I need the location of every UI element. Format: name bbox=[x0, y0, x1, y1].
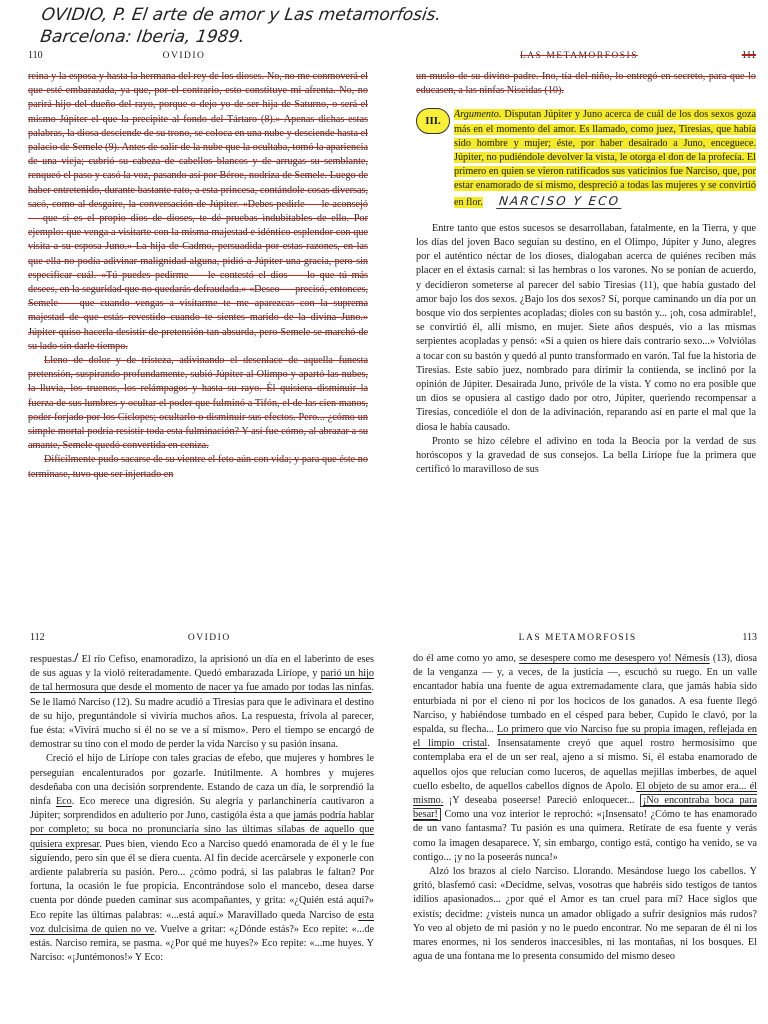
underlined-text: esta voz dulcísima de quien no ve bbox=[30, 909, 374, 935]
paragraph: Alzó los brazos al cielo Narciso. Llorando. Mesándose luego los cabellos. Y gritó, blasfemó casi: «Decidme, selvas, vosotras que habréis sido testigos de tantos idilios apasionados... ¿por qué el Amor es tan cruel para mí? Hace siglos que existís; decidme: ¿visteis nunca un amador obligado a sufrir designios más rudos? Yo veo al objeto de mi pasión y no le puedo encontrar. No me separan de él ni los mares enormes, ni los senderos inaccesibles, ni las montañas, ni los bosques. El agua de una fontana me lo presenta consumido del mismo deseo bbox=[413, 866, 757, 963]
handwritten-annotation: NARCISO Y ECO bbox=[497, 194, 623, 209]
struck-body-text bbox=[28, 70, 368, 482]
argument-label: Argumento. bbox=[454, 109, 502, 121]
text-run: . Pues bien, viendo Eco a Narciso quedó enamorada de él y le fue siguiendo, pero sin que él se diera cuenta. Al fin decide acercársele y exponerle con ardiente palabrería su pasión. Pero... ¿cómo podrá, si las palabras le faltan? Por fortuna, la ocasión le fue propicia. Encontrándose solo el mancebo, desea darse cuenta por dónde pueden caminar sus acompañantes, y grita: «¿Quién está aquí?» Eco repite las últimas palabras: «...está aquí.» Maravillado queda Narciso de bbox=[30, 838, 374, 921]
paragraph bbox=[413, 652, 757, 865]
page-113 bbox=[413, 632, 757, 1024]
page-112 bbox=[30, 632, 374, 1024]
struck-paragraph: un muslo de su divino padre. Ino, tía del niño, lo entregó en secreto, para que lo educasen, a las ninfas Niseidas (10). bbox=[416, 71, 756, 97]
page-number: 112 bbox=[30, 632, 45, 643]
text-run: . Insensatamente creyó que aquel rostro hermosísimo que contemplaba era el de un ser real, ajeno a sí mismo. Sí, él estaba enamorado de aquellos ojos que relucían como luceros, de aquellas mejillas imberbes, de aquel cuello esbelto, de aquellos cabellos dignos de Apolo. bbox=[413, 738, 757, 792]
page-110 bbox=[28, 50, 368, 550]
body-text bbox=[30, 652, 374, 965]
running-header bbox=[28, 50, 368, 64]
paragraph: Pronto se hizo célebre el adivino en toda la Beocia por la verdad de sus horóscopos y la gravedad de sus consejos. La bella Liríope fue la primera que certificó lo maravilloso de sus bbox=[416, 435, 756, 476]
paragraph: Difícilmente pudo sacarse de su vientre el feto aún con vida; y para que éste no terminase, tuvo que ser injertado en bbox=[28, 454, 368, 480]
paragraph: reina y la esposa y hasta la hermana del rey de los dioses. No, no me conmoverá el que esté embarazada, ya que, por el contrario, esto constituye mi afrenta. No, no parirá hijo del dueño del rayo, porque o dejo yo de ser hija de Saturno, o será el mismo Júpiter el que la precipite al fondo del Tártaro (8).» Apenas dichas estas palabras, la diosa desciende de su trono, se coloca en una nube y desciende hasta el palacio de Semele (9). Antes de salir de la nube que la ocultaba, tomó la apariencia de una vieja; cubrió su cabeza de cabellos blancos y de arrugas su semblante, renqueó el paso y casó la voz, pasando así por Béroe, nodriza de Semele. Luego de haber entretenido, durante bastante rato, a esta princesa, contándole cosas diversas, sacó, como al desgaire, la conversación de Júpiter. «Debes pedirle — le aconsejó — que si es el propio dios de dioses, te dé pruebas indubitables de ello. Por ejemplo: que venga a visitarte con la misma majestad e idéntico esplendor con que visita a su esposa Juno.» La hija de Cadmo, persuadida por estas razones, en las que ella no podía adivinar malignidad alguna, pidió a Júpiter una gracia, pero sin especificar cuál. «Tú puedes pedirme — le contestó el dios — lo que tú más desees, en la seguridad que no quedarás defraudada.» «Deseo — precisó, entonces, Semele — que cuando vengas a visitarme te me aparezcas con la suprema majestad de que estás revestido cuando te sientes marido de la divina Juno.» Júpiter quiso hacerla desistir de pretensión tan absurda, pero Semele se marchó de su lado sin darle tiempo. bbox=[28, 71, 368, 352]
page-number: 110 bbox=[28, 50, 43, 61]
running-header bbox=[30, 632, 374, 646]
text-run: El río Cefiso, enamoradizo, la aprisionó un día en el laberinto de eses de sus aguas y la violó reiteradamente. Quedó embarazada Liríope, y bbox=[30, 654, 374, 680]
running-title: LAS METAMORFOSIS bbox=[518, 633, 637, 643]
paragraph bbox=[30, 752, 374, 965]
running-title: LAS METAMORFOSIS bbox=[520, 51, 638, 61]
handwritten-line-1: OVIDIO, P. El arte de amor y Las metamorfosis. bbox=[40, 5, 443, 25]
page-number: 111 bbox=[741, 50, 756, 61]
body-text bbox=[413, 652, 757, 964]
running-header bbox=[413, 632, 757, 646]
handwritten-line-2: Barcelona: Iberia, 1989. bbox=[39, 27, 247, 47]
page-number: 113 bbox=[742, 632, 757, 643]
body-text bbox=[416, 70, 756, 98]
argument-box bbox=[416, 108, 756, 209]
text-run: ¡Y deseaba poseerse! Pareció enloquecer... bbox=[443, 795, 641, 807]
pen-mark: / bbox=[74, 651, 79, 666]
underlined-text: se desespere como me desespero yo! bbox=[519, 653, 672, 664]
underlined-text: parió un hijo de tal hermosura que desde el momento de nacer ya fue amado por todas las ninfas bbox=[30, 668, 374, 694]
text-run: (13), diosa de la venganza — y, a veces, de la justicia —, escuchó su ruego. En un valle encantador había una fuente de agua extremadamente clara, que jamás había sido enturbiada ni por el cieno ni por los hocicos de los ganados. A esa fuente llegó Narciso, y habiéndose tumbado en el césped para beber, Cupido le clavó, por la espalda, su flecha... bbox=[413, 653, 757, 736]
boxed-text: ¡No encontraba boca para besar! bbox=[413, 795, 757, 821]
running-title: OVIDIO bbox=[187, 633, 231, 643]
paragraph bbox=[30, 652, 374, 752]
text-run: respuestas. bbox=[30, 654, 75, 665]
underlined-text: Eco bbox=[55, 796, 72, 808]
running-title: OVIDIO bbox=[162, 51, 206, 61]
paragraph: Entre tanto que estos sucesos se desarrollaban, fatalmente, en la Tierra, y que los días del joven Baco seguían su destino, en el Olimpo, Júpiter y Juno, alegres por el auténtico néctar de los dioses, dialogaban acerca de quiénes reciben más placer en el éxtasis carnal: si las hembras o los varones. No se ponían de acuerdo, y decidieron someterse al parecer del sabio Tiresias (11), que había gustado del amor bajo los dos sexos. ¿Bajo los dos sexos? Sí, porque caminando un día por un bosque vio dos serpientes acopladas; dioles con su bastón y... ¡oh, cosa admirable!, se convirtió él, allí mismo, en mujer. Siete años después, vio a las mismas serpientes acopladas y pensó: «Si a quien os hiere dais contrario sexo...» Volviólas a tocar con su bastón y quedó al punto transformado en varón. Tal fue la historia de Tiresias. Este sabio juez, nombrado para dirimir la contienda, se inclinó por la opinión de Júpiter. Desairada Juno, privóle de la vista. Y como no era posible que un dios se opusiera al castigo dado por otro, Júpiter, queriendo recompensar a Tiresias, concedióle el don de la adivinación, reparando así en parte el mal que la diosa le había causado. bbox=[416, 222, 756, 433]
argument-number: III. bbox=[416, 108, 450, 134]
body-text bbox=[416, 222, 756, 478]
page-111 bbox=[416, 50, 756, 560]
underlined-text: Lo primero que vio Narciso fue su propia imagen, reflejada en el limpio cristal bbox=[413, 724, 757, 750]
text-run: . Se le llamó Narciso (12). Su madre acudió a Tiresias para que le adivinara el destino de su hijo, preguntándole si viviría muchos años. La respuesta, frívola al parecer, fue ésta: «Vivirá mucho si él no se ve a sí mismo». Pero el tiempo se encargó de demostrar su tino con el modo de perder la vida Narciso y su pasión insana. bbox=[30, 682, 374, 751]
text-run: do él ame como yo amo, bbox=[413, 653, 520, 664]
text-run: . Eco merece una digresión. Su alegría y parlanchinería cautivaron a Júpiter; sorprendidos en adulterio por Juno, castigóla ésta a que bbox=[30, 796, 374, 822]
underlined-text: Némesis bbox=[671, 653, 710, 664]
underlined-text: jamás podría hablar por completo; su boca no pronunciaría sino las últimas sílabas de aquello que quisiera expresar bbox=[30, 810, 374, 850]
text-run: Como una voz interior le reprochó: «¡Insensato! ¿Cómo te has enamorado de un vano fantasma? Tu pasión es una quimera. Retírate de esa fuente y verás como la imagen desaparece. Y, sin embargo, contigo está, contigo ha venido, se va contigo... ¡y no la poseerás nunca!» bbox=[413, 809, 757, 863]
text-run: Creció el hijo de Liríope con tales gracias de efebo, que mujeres y hombres le perseguían encalenturados por gozarle. Inútilmente. A hombres y mujeres desdeñaba con una decisión sorprendente. Estando de caza un día, le sorprendió la ninfa bbox=[30, 753, 374, 808]
underlined-text: El objeto de su amor era... él mismo. bbox=[413, 780, 757, 807]
handwritten-citation bbox=[37, 4, 643, 48]
argument-text bbox=[454, 108, 756, 209]
text-run: . Vuelve a gritar: «¿Dónde estás?» Eco repite: «...de estás. Narciso remira, se pasma. «¿Por qué me huyes?» Eco repite: «...me huyes. Y Narciso: «¡Juntémonos!» Y Eco: bbox=[30, 923, 374, 964]
argument-summary: Disputan Júpiter y Juno acerca de cuál de los dos sexos goza más en el momento del amor. Es llamado, como juez, Tiresias, que había sido hombre y mujer; éste, por haber desairado a Juno, enceguece. Júpiter, no pudiéndole devolver la vista, le otorga el don de la profecía. El primero en quien se vieron ratificados sus vaticinios fue Narciso, que, por estar enamorado de sí mismo, despreció a todas las mujeres y se convirtió en flor. bbox=[454, 109, 756, 208]
paragraph: Lleno de dolor y de tristeza, adivinando el desenlace de aquella funesta pretensión, suspirando profundamente, subió Júpiter al Olimpo y apartó las nubes, la lluvia, los truenos, los relámpagos y hasta su rayo. Él quisiera disminuir la fuerza de sus lumbres y ocultar el poder que fulminó a Tifón, el de las cien manos, poder forjado por los Cíclopes; ocultarlo o disminuir sus efectos. Pero... ¿cómo un simple mortal podría resistir toda esta fulminación? Y así fue cómo, al abrazar a su amante, Semele quedó convertida en ceniza. bbox=[28, 355, 368, 452]
running-header bbox=[416, 50, 756, 64]
